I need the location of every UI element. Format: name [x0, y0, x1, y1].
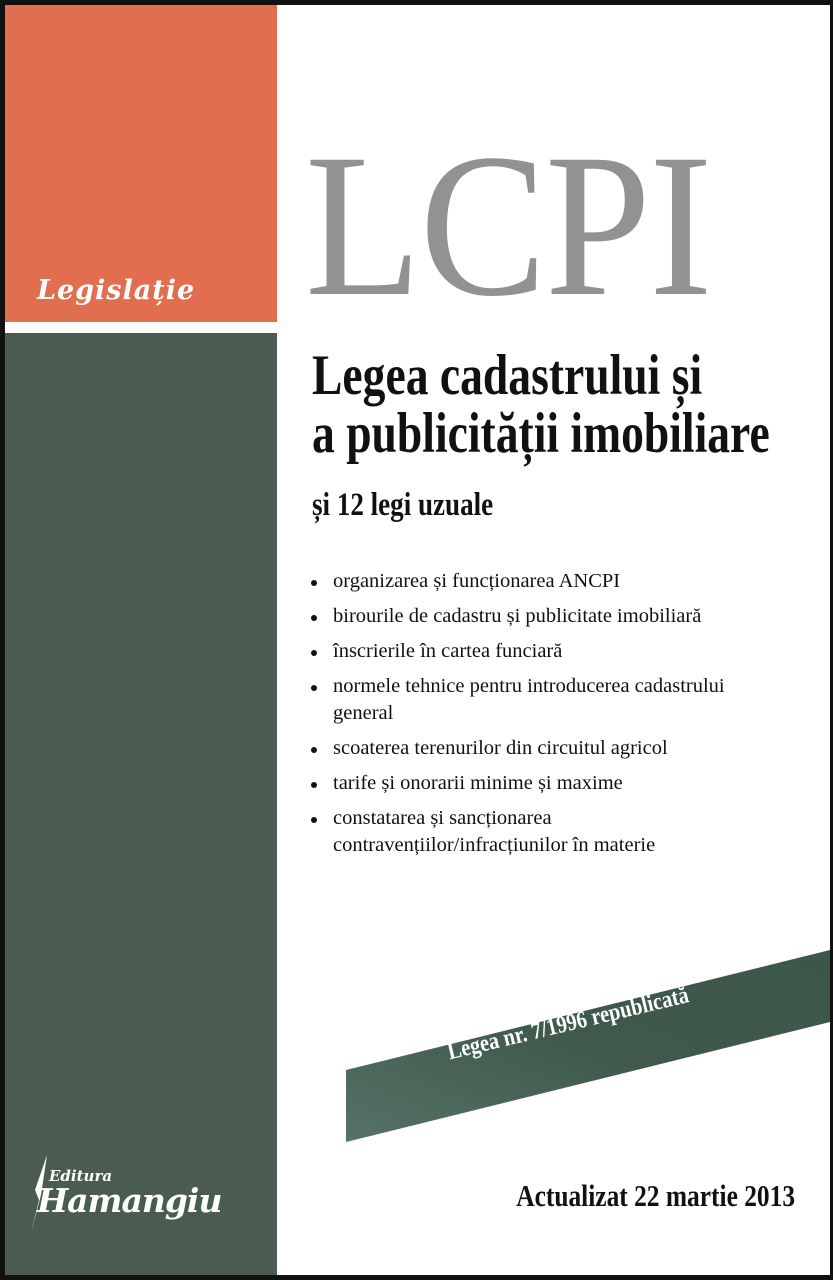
- list-item: scoaterea terenurilor din circuitul agricol: [308, 735, 733, 762]
- title-line-1: Legea cadastrului și: [312, 344, 703, 407]
- list-item: înscrierile în cartea funciară: [308, 638, 733, 665]
- banner-text: Legea nr. 7/1996 republicată: [445, 982, 692, 1066]
- book-cover: [5, 5, 830, 1275]
- subtitle: și 12 legi uzuale: [312, 487, 494, 523]
- list-item: normele tehnice pentru introducerea cadastrului general: [308, 673, 733, 727]
- series-label: Legislație: [37, 275, 196, 306]
- list-item: birourile de cadastru și publicitate imobiliară: [308, 603, 733, 630]
- list-item: organizarea și funcționarea ANCPI: [308, 568, 733, 595]
- acronym-title: LCPI: [305, 112, 711, 339]
- update-date: Actualizat 22 martie 2013: [516, 1178, 795, 1213]
- publisher-name: Hamangiu: [37, 1181, 222, 1220]
- publisher-prefix: Editura: [49, 1167, 113, 1185]
- list-item: tarife și onorarii minime și maxime: [308, 770, 733, 797]
- title-line-2: a publicității imobiliare: [312, 402, 770, 465]
- list-item: constatarea și sancționarea contravențiilor/infracțiunilor în materie: [308, 805, 733, 859]
- edition-banner: [5, 5, 830, 1275]
